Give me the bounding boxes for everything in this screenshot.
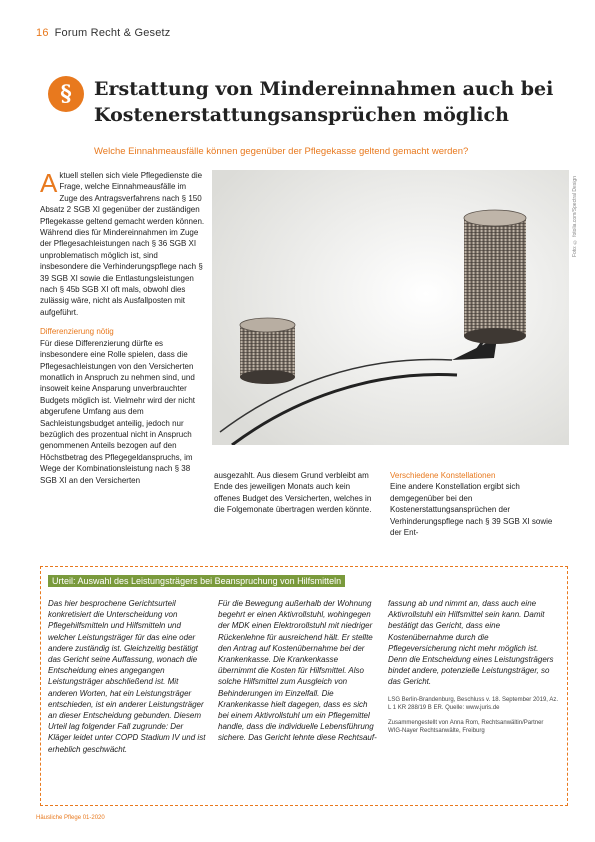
box-column-3 xyxy=(388,598,558,736)
page-number: 16 xyxy=(36,27,49,39)
box-column-2-text: Für die Bewegung außerhalb der Wohnung begehrt er einen Aktivrollstuhl, wohingegen der MDK einen Elektrorollstuhl mit niedriger Rückenlehne für ausreichend hält. Er stellte den Antrag auf Kostenübernahme bei der Krankenkasse. Die Krankenkasse übernimmt die Kosten für Hilfsmittel. Also solche Hilfsmittel zum Ausgleich von Behinderungen im Einzelfall. Die Krankenkasse hielt dagegen, dass es sich bei einem Aktivrollstuhl um ein Pflegemittel handle, dass die individuelle Lebensführung sichere. Das Gericht lehnte diese Rechtsauf- xyxy=(218,599,377,743)
box-column-2 xyxy=(218,598,378,744)
short-coin-stack xyxy=(240,318,295,384)
heading-differenzierung: Differenzierung nötig xyxy=(40,327,114,337)
page-footer: Häusliche Pflege 01-2020 xyxy=(36,815,105,821)
differenzierung-text: Für diese Differenzierung dürfte es insbesondere eine Rolle spielen, dass die Pflegesachleistungen von den Versicherten monatlich in Anspruch zu nehmen sind, und insoweit keine Ansparung unverbrauchter Budgets möglich ist. Vielmehr wird der nicht abgerufene Umfang aus dem Sachleistungsbudget anteilig, jedoch nur bezüglich des prozentual nicht in Anspruch genommenen Anteils bezogen auf den Höchstbetrag des Pflegegeldanspruchs, im Wege der Kombinationsleistung nach § 38 SGB XI an den Versicherten xyxy=(40,338,196,485)
coin-stacks-illustration xyxy=(212,170,569,445)
source-citation: LSG Berlin-Brandenburg, Beschluss v. 18. September 2019, Az. L 1 KR 288/19 B ER. Quelle: www.juris.de xyxy=(388,696,558,712)
article-title: Erstattung von Mindereinnahmen auch bei Kostenerstattungsansprüchen möglich xyxy=(94,78,554,126)
article-subtitle: Welche Einnahmeausfälle können gegenüber der Pflegekasse geltend gemacht werden? xyxy=(94,146,469,157)
tall-coin-stack xyxy=(464,210,526,344)
article-column-2 xyxy=(214,470,374,516)
box-column-1 xyxy=(48,598,206,755)
page-header xyxy=(36,27,171,39)
section-title: Forum Recht & Gesetz xyxy=(54,27,171,39)
coin-stacks-photo xyxy=(212,170,569,445)
article-column-3 xyxy=(390,470,560,538)
box-column-1-text: Das hier besprochene Gerichtsurteil konkretisiert die Unterscheidung von Pflegehilfsmitteln und Hilfsmitteln und welcher Leistungsträger für das eine oder andere zuständig ist. Gleichzeitig bestätigt das Gericht seine Auffassung, wonach die Entscheidung eines angegangen Leistungsträger abschließend ist. Mit anderen Worten, hat ein Leistungsträger entschieden, ist ein anderer Leistungsträger an dieser Entscheidung gebunden. Diesem Urteil lag folgender Fall zugrunde: Der Kläger leidet unter COPD Stadium IV und ist erheblich geschwächt. xyxy=(48,599,206,754)
article-column-1 xyxy=(40,170,205,486)
info-box-heading: Urteil: Auswahl des Leistungsträgers bei Beanspruchung von Hilfsmitteln xyxy=(48,575,345,587)
intro-text: ktuell stellen sich viele Pflegedienste die Frage, welche Einnahmeausfälle im Zuge des Antragsverfahrens nach § 150 Absatz 2 SGB XI gegenüber der zuständigen Pflegekasse geltend gemacht werden können. Während dies für Mindereinnahmen im Zuge der Pflegesachleistungen nach § 36 SGB XI unproblematisch möglich ist, sind insbesondere die Verhinderungspflege nach § 39 SGB XI sowie die Entlastungsleistungen nach § 45b SGB XI oft mals, obwohl dies zulässig wäre, nicht als Ausfallposten mit aufgeführt. xyxy=(40,171,205,317)
column-3-text: Eine andere Konstellation ergibt sich demgegenüber bei den Kostenerstattungsansprüchen der Verhinderungspflege nach § 39 SGB XI sowie der Ent- xyxy=(390,482,553,538)
heading-konstellationen: Verschiedene Konstellationen xyxy=(390,471,496,480)
drop-cap: A xyxy=(40,168,58,198)
column-2-text: ausgezahlt. Aus diesem Grund verbleibt am Ende des jeweiligen Monats auch kein offenes Budget des Versicherten, welches in die Folgemonate übertragen werden könnte. xyxy=(214,471,372,515)
box-column-3-text: fassung ab und nimmt an, dass auch eine Aktivrollstuhl ein Hilfsmittel sein kann. Damit bestätigt das Gericht, dass eine Kostenübernahme durch die Pflegeversicherung nicht mehr möglich ist. Denn die Entscheidung eines Leistungsträgers bindet andere, potenzielle Leistungsträger, so das Gericht. xyxy=(388,599,554,687)
photo-credit: Foto: © fotolia.com/Spectral Design xyxy=(572,176,578,258)
paragraph-icon: § xyxy=(48,76,84,112)
author-note: Zusammengestellt von Anna Rom, Rechtsanwältin/Partner WIG-Nayer Rechtsanwälte, Freiburg xyxy=(388,719,544,735)
